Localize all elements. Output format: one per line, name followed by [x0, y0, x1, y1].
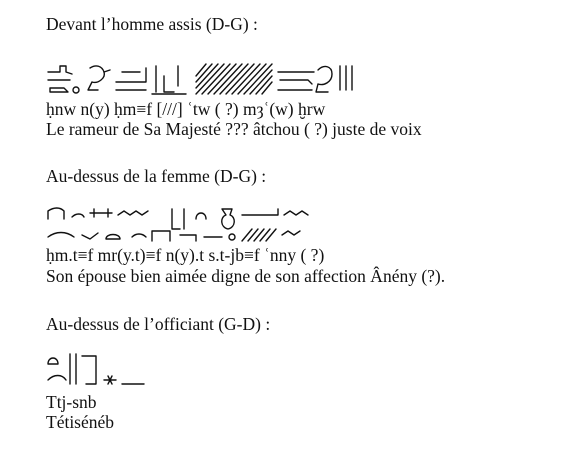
section-3-heading: Au-dessus de l’officiant (G-D) :: [46, 314, 271, 334]
section-1-transliteration: ḥnw n(y) ḥm≡f [///] ʿtw ( ?) mȝʿ(w) ḫrw: [46, 99, 326, 119]
section-2-translation: Son épouse bien aimée digne de son affection Ânény (?).: [46, 266, 446, 286]
lacuna-hatching: [196, 64, 272, 94]
hieroglyph-line-3: [46, 350, 156, 390]
section-1-heading: Devant l’homme assis (D-G) :: [46, 14, 258, 34]
hieroglyph-line-1: [46, 62, 366, 98]
section-1-translation: Le rameur de Sa Majesté ??? âtchou ( ?) juste de voix: [46, 119, 422, 139]
section-3-transliteration: Ttj-snb: [46, 392, 97, 412]
section-2-heading: Au-dessus de la femme (D-G) :: [46, 166, 267, 186]
section-3-translation: Tétisénéb: [46, 412, 115, 432]
hieroglyph-line-2: [46, 205, 316, 245]
section-2-transliteration: ḥm.t≡f mr(y.t)≡f n(y).t s.t-jb≡f ʿnny ( ?): [46, 245, 325, 265]
